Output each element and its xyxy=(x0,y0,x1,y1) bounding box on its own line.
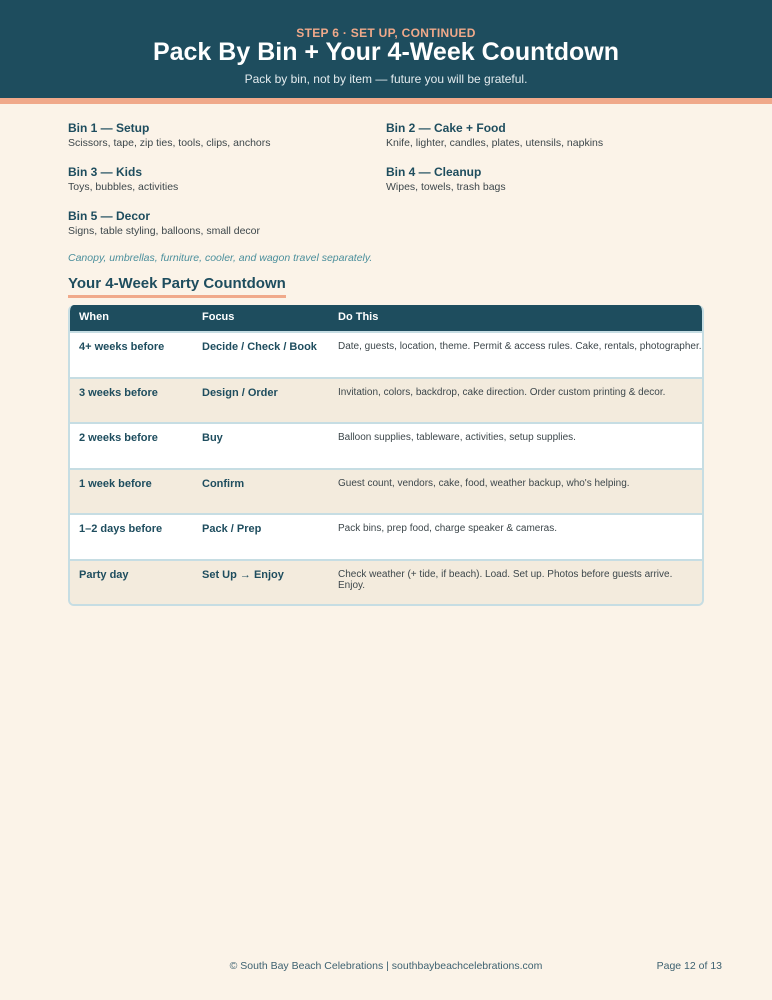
bin-name: Bin 1 — Setup xyxy=(68,121,150,135)
bin-name: Bin 5 — Decor xyxy=(68,209,151,223)
bin-item xyxy=(386,120,704,150)
table-row xyxy=(70,331,702,377)
cell-when: 4+ weeks before xyxy=(79,341,165,353)
table-row xyxy=(70,468,702,514)
cell-do-this: Pack bins, prep food, charge speaker & cameras. xyxy=(338,523,558,534)
column-header-do-this: Do This xyxy=(338,311,379,323)
bin-item xyxy=(68,208,386,238)
cell-focus: Pack / Prep xyxy=(202,523,262,535)
bin-name: Bin 4 — Cleanup xyxy=(386,165,482,179)
cell-do-this: Invitation, colors, backdrop, cake direction. Order custom printing & decor. xyxy=(338,386,666,398)
cell-focus: Set Up → Enjoy xyxy=(202,568,284,581)
page-number: Page 12 of 13 xyxy=(656,960,722,972)
bin-contents: Signs, table styling, balloons, small decor xyxy=(68,225,261,237)
bin-item xyxy=(68,164,386,194)
bin-list xyxy=(68,120,708,238)
page-title: Pack By Bin + Your 4-Week Countdown xyxy=(152,38,620,66)
cell-when: Party day xyxy=(79,568,129,581)
cell-when: 2 weeks before xyxy=(79,432,158,444)
bin-name: Bin 3 — Kids xyxy=(68,165,143,179)
table-row xyxy=(70,513,702,559)
bin-contents: Knife, lighter, candles, plates, utensils, napkins xyxy=(386,137,604,149)
cell-when: 1 week before xyxy=(79,477,152,490)
bin-name: Bin 2 — Cake + Food xyxy=(386,121,506,135)
bin-contents: Scissors, tape, zip ties, tools, clips, anchors xyxy=(68,137,271,149)
cell-do-this: Balloon supplies, tableware, activities, setup supplies. xyxy=(338,432,576,443)
bin-item xyxy=(386,164,704,194)
cell-do-this: Date, guests, location, theme. Permit & access rules. Cake, rentals, photographer. xyxy=(338,341,702,352)
cell-when: 1–2 days before xyxy=(79,523,163,535)
footer-credit: © South Bay Beach Celebrations | southbaybeachcelebrations.com xyxy=(229,960,543,972)
bin-contents: Wipes, towels, trash bags xyxy=(386,181,506,193)
page-header xyxy=(0,0,772,98)
cell-do-this: Check weather (+ tide, if beach). Load. Set up. Photos before guests arrive. Enjoy. xyxy=(338,568,673,591)
cell-focus: Decide / Check / Book xyxy=(202,341,317,353)
countdown-table xyxy=(68,305,704,606)
table-header xyxy=(70,305,702,331)
cell-focus: Confirm xyxy=(202,477,245,490)
page-subtitle: Pack by bin, not by item — future you will be grateful. xyxy=(244,72,528,86)
countdown-title: Your 4-Week Party Countdown xyxy=(68,275,286,298)
table-row xyxy=(70,559,702,605)
bin-contents: Toys, bubbles, activities xyxy=(68,181,179,193)
table-row xyxy=(70,377,702,423)
cell-do-this: Guest count, vendors, cake, food, weather backup, who's helping. xyxy=(338,477,630,489)
column-header-focus: Focus xyxy=(202,311,235,323)
cell-focus: Design / Order xyxy=(202,386,278,399)
cell-focus: Buy xyxy=(202,432,223,444)
table-row xyxy=(70,422,702,468)
header-accent-stripe xyxy=(0,98,772,104)
cell-when: 3 weeks before xyxy=(79,386,158,399)
column-header-when: When xyxy=(79,311,109,323)
separate-items-note: Canopy, umbrellas, furniture, cooler, and wagon travel separately. xyxy=(68,252,373,264)
bin-item xyxy=(68,120,386,150)
step-eyebrow: STEP 6 · SET UP, CONTINUED xyxy=(296,26,476,40)
